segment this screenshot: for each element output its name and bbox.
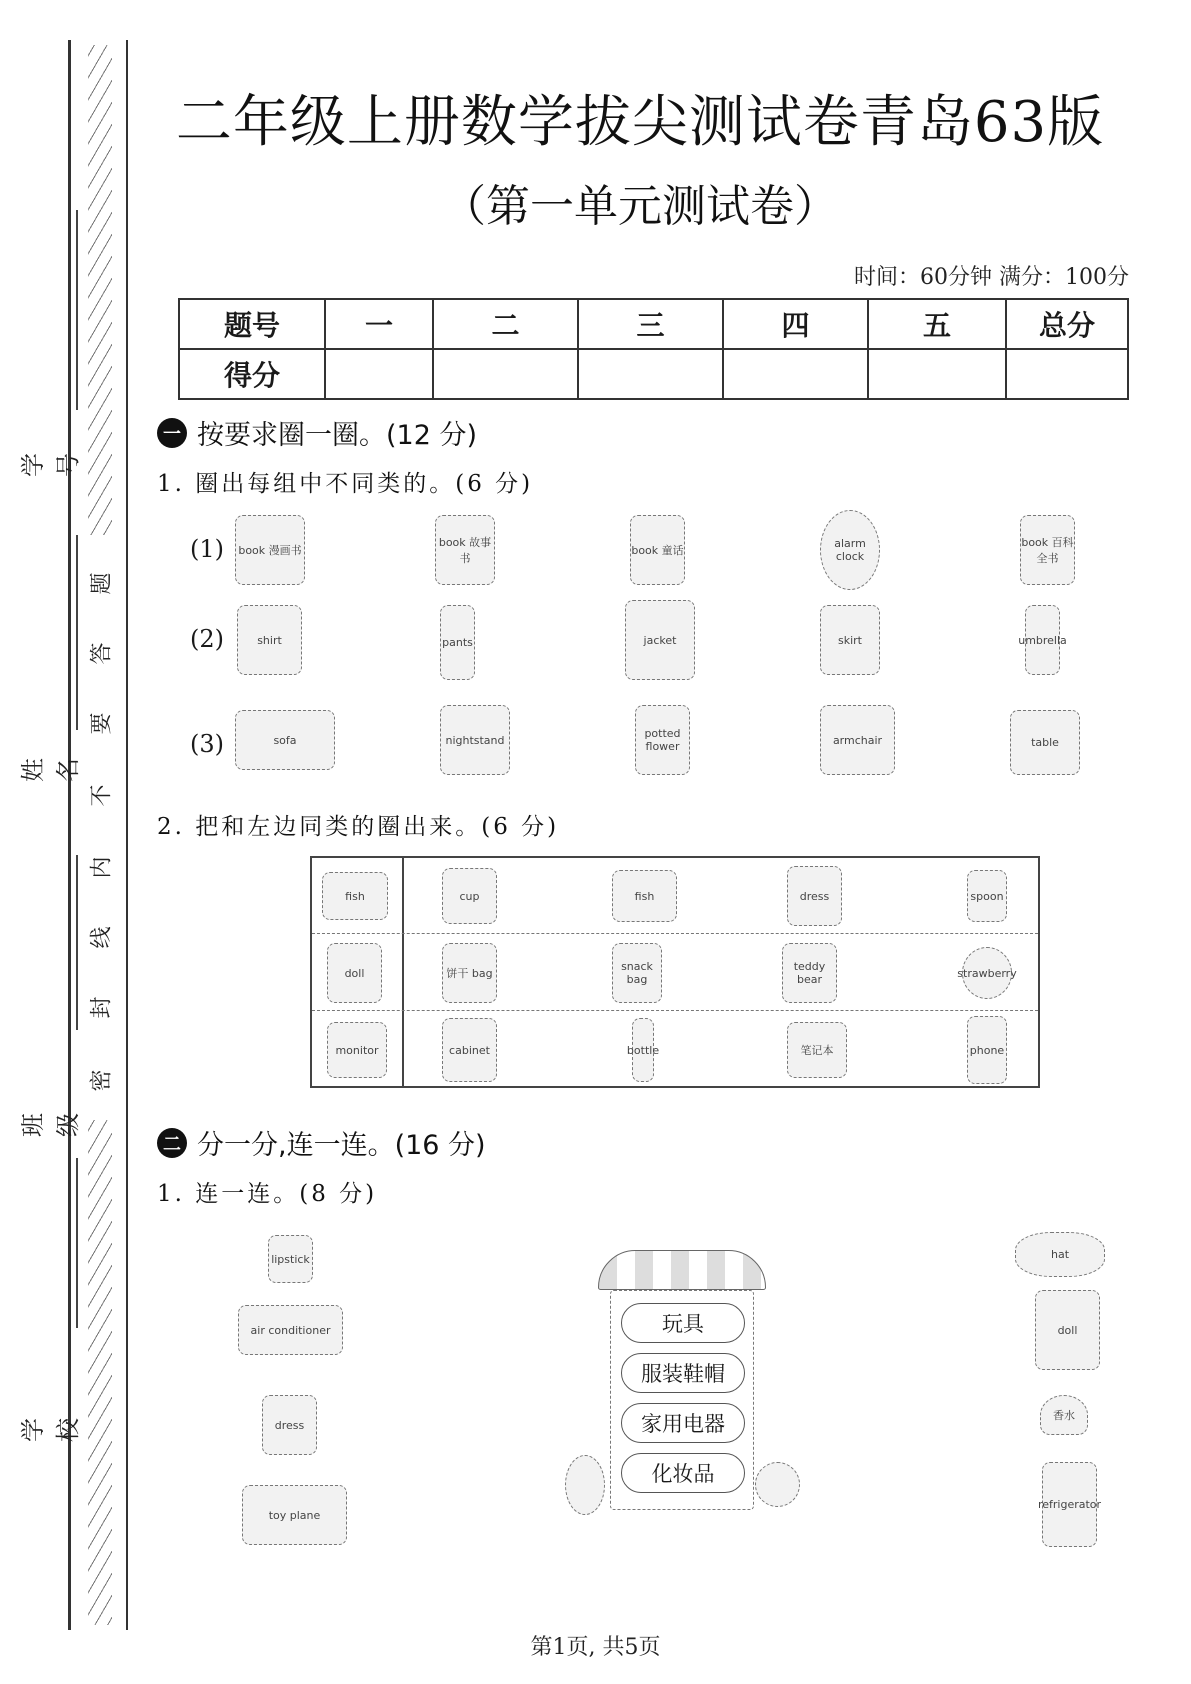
seal-char: 内 (89, 856, 115, 879)
cabinet-icon[interactable]: cabinet (442, 1018, 497, 1082)
shop-illustration (598, 1250, 766, 1550)
score-cell[interactable] (1006, 349, 1128, 399)
seal-char: 答 (89, 642, 115, 665)
refrigerator-icon[interactable]: refrigerator (1042, 1462, 1097, 1547)
picture-group-1 (185, 505, 1085, 605)
sofa-icon[interactable]: sofa (235, 710, 335, 770)
book-icon[interactable]: book 故事书 (435, 515, 495, 585)
grid-row (312, 1012, 1038, 1088)
perfume-icon[interactable]: 香水 (1040, 1395, 1088, 1435)
section-number-badge: 一 (157, 418, 187, 448)
flower-icon (565, 1455, 605, 1515)
score-header-cell: 三 (578, 299, 723, 349)
score-cell[interactable] (578, 349, 723, 399)
cup-icon[interactable]: cup (442, 868, 497, 924)
score-header-cell: 题号 (179, 299, 325, 349)
score-cell[interactable] (868, 349, 1006, 399)
question-2-1: 1. 连一连。(8 分) (157, 1181, 378, 1207)
category-appliances[interactable]: 家用电器 (621, 1403, 745, 1443)
score-row (179, 349, 1128, 399)
biscuit-bag-icon[interactable]: 饼干 bag (442, 943, 497, 1003)
section-2-heading (157, 1123, 486, 1162)
fish-icon: fish (322, 872, 388, 920)
teddy-bear-icon[interactable]: teddy bear (782, 943, 837, 1003)
shirt-icon[interactable]: shirt (237, 605, 302, 675)
score-header-cell: 二 (433, 299, 578, 349)
skirt-icon[interactable]: skirt (820, 605, 880, 675)
seal-char: 题 (89, 572, 115, 595)
hat-icon[interactable]: hat (1015, 1232, 1105, 1277)
score-header-cell: 五 (868, 299, 1006, 349)
spoon-icon[interactable]: spoon (967, 870, 1007, 922)
field-label: 姓名 (19, 758, 82, 782)
strawberry-icon[interactable]: strawberry (962, 947, 1012, 999)
seal-char: 要 (89, 712, 115, 735)
grid-row (312, 935, 1038, 1011)
section-number-badge: 二 (157, 1128, 187, 1158)
field-line[interactable] (76, 535, 78, 730)
classification-grid (310, 856, 1040, 1088)
shop-body (610, 1290, 754, 1510)
monitor-icon: monitor (327, 1022, 387, 1078)
grid-row (312, 858, 1038, 934)
fish-icon[interactable]: fish (612, 870, 677, 922)
seal-char: 封 (89, 996, 115, 1019)
field-label: 学校 (19, 1418, 82, 1442)
toy-plane-icon[interactable]: toy plane (242, 1485, 347, 1545)
score-table (178, 298, 1129, 400)
flower-pot-icon[interactable]: potted flower (635, 705, 690, 775)
field-line[interactable] (76, 210, 78, 410)
section-title: 按要求圈一圈。(12 分) (197, 420, 478, 451)
alarm-clock-icon[interactable]: alarm clock (820, 510, 880, 590)
seal-char: 不 (89, 784, 115, 807)
score-cell[interactable] (723, 349, 868, 399)
score-row-label: 得分 (179, 349, 325, 399)
book-icon[interactable]: book 童话 (630, 515, 685, 585)
score-cell[interactable] (433, 349, 578, 399)
table-icon[interactable]: table (1010, 710, 1080, 775)
section-1-heading (157, 413, 477, 452)
hatch-bottom (88, 1120, 112, 1625)
margin-line-right (126, 40, 128, 1630)
field-line[interactable] (76, 855, 78, 1030)
nightstand-icon[interactable]: nightstand (440, 705, 510, 775)
score-header-cell: 总分 (1006, 299, 1128, 349)
seal-char: 密 (89, 1069, 115, 1092)
field-label: 班级 (19, 1113, 82, 1137)
category-cosmetics[interactable]: 化妆品 (621, 1453, 745, 1493)
seal-char: 线 (89, 926, 115, 949)
air-conditioner-icon[interactable]: air conditioner (238, 1305, 343, 1355)
hatch-top (88, 45, 112, 535)
field-line[interactable] (76, 1158, 78, 1328)
margin-line-left (68, 40, 71, 1630)
group-number: (1) (190, 535, 224, 563)
picture-group-3 (185, 700, 1085, 800)
armchair-icon[interactable]: armchair (820, 705, 895, 775)
picture-group-2 (185, 595, 1085, 695)
bottle-icon[interactable]: bottle (632, 1018, 654, 1082)
score-header-cell: 一 (325, 299, 433, 349)
page-title: 二年级上册数学拔尖测试卷青岛63版 (175, 90, 1105, 155)
snack-bag-icon[interactable]: snack bag (612, 943, 662, 1003)
exam-meta: 时间：60分钟 满分：100分 (854, 265, 1129, 290)
category-toys[interactable]: 玩具 (621, 1303, 745, 1343)
doll-icon[interactable]: doll (1035, 1290, 1100, 1370)
score-cell[interactable] (325, 349, 433, 399)
group-number: (2) (190, 625, 224, 653)
jacket-icon[interactable]: jacket (625, 600, 695, 680)
dress-icon[interactable]: dress (262, 1395, 317, 1455)
doll-icon: doll (327, 943, 382, 1003)
umbrella-icon[interactable]: umbrella (1025, 605, 1060, 675)
stone-icon (755, 1462, 800, 1507)
pants-icon[interactable]: pants (440, 605, 475, 680)
notebook-icon[interactable]: 笔记本 (787, 1022, 847, 1078)
book-icon[interactable]: book 漫画书 (235, 515, 305, 585)
phone-icon[interactable]: phone (967, 1016, 1007, 1084)
category-clothing[interactable]: 服装鞋帽 (621, 1353, 745, 1393)
section-title: 分一分,连一连。(16 分) (197, 1130, 486, 1161)
shop-awning (598, 1250, 766, 1290)
field-label: 学号 (19, 453, 82, 477)
question-1-1: 1. 圈出每组中不同类的。(6 分) (157, 471, 534, 497)
page-number: 第1页, 共5页 (530, 1635, 661, 1660)
score-header-cell: 四 (723, 299, 868, 349)
group-number: (3) (190, 730, 224, 758)
binding-margin (0, 0, 140, 1684)
dress-icon[interactable]: dress (787, 866, 842, 926)
lipstick-icon[interactable]: lipstick (268, 1235, 313, 1283)
score-header-row (179, 299, 1128, 349)
question-1-2: 2. 把和左边同类的圈出来。(6 分) (157, 814, 560, 840)
page-subtitle: （第一单元测试卷） (442, 181, 838, 232)
book-icon[interactable]: book 百科全书 (1020, 515, 1075, 585)
